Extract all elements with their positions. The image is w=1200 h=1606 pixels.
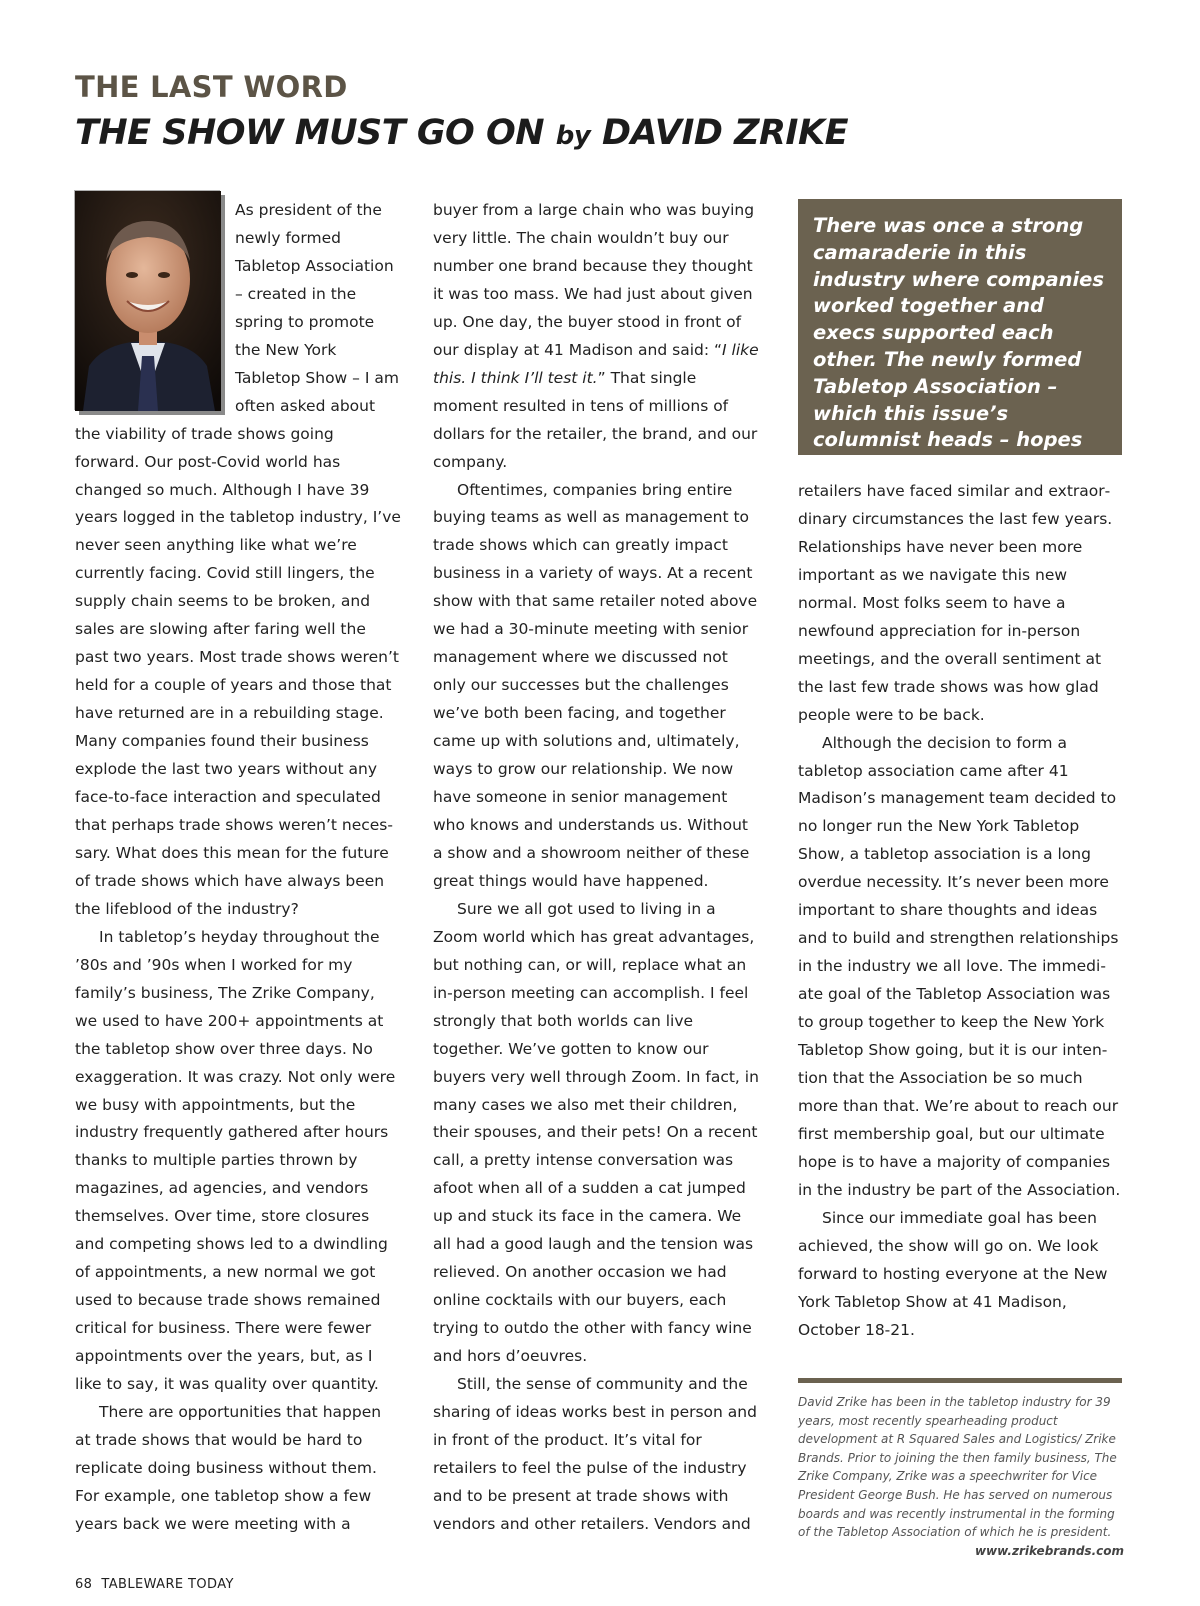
column-1 xyxy=(75,197,401,1539)
column-1-paragraph-2: In tabletop’s heyday throughout the ’80s and ’90s when I worked for my family’s business, The Zrike Company, we used to have 200+ appointments at the tabletop show over three days. No exaggeration. It was crazy. Not only were we busy with appointments, but the industry frequently gathered after hours thanks to multiple parties thrown by magazines, ad agencies, and vendors themselves. Over time, store closures and competing shows led to a dwindling of appointments, a new normal we got used to because trade shows remained critical for business. There were fewer appointments over the years, but, as I like to say, it was quality over quantity. xyxy=(75,927,396,1394)
page-number: 68 xyxy=(75,1577,93,1592)
author-portrait-icon xyxy=(75,191,221,411)
publication-name: TABLEWARE TODAY xyxy=(101,1577,234,1592)
column-3 xyxy=(798,478,1124,1345)
page-footer xyxy=(75,1577,234,1592)
column-2-paragraph-4: Still, the sense of community and the sharing of ideas works best in person and in front of the product. It’s vital for retailers to feel the pulse of the industry and to be present at trade shows with vendors and other retailers. Vendors and xyxy=(433,1375,757,1533)
section-title: THE LAST WORD xyxy=(75,70,348,104)
column-1-paragraph-3: There are opportunities that happen at trade shows that would be hard to replicate doing business without them. For example, one tabletop show a few years back we were meeting with a xyxy=(75,1402,382,1533)
column-2-paragraph-1-end: ” That single moment resulted in tens of millions of dollars for the retailer, the brand, and our company. xyxy=(433,368,758,471)
column-2-paragraph-2: Oftentimes, companies bring entire buying teams as well as management to trade shows which can greatly impact business in a variety of ways. At a recent show with that same retailer noted above we had a 30-minute meeting with senior management where we discussed not only our successes but the challenges we’ve both been facing, and together came up with solutions and, ultimately, ways to grow our relationship. We now have someone in senior management who knows and understands us. Without a show and a showroom neither of these great things would have happened. xyxy=(433,480,758,890)
column-2-paragraph-3: Sure we all got used to living in a Zoom world which has great advantages, but nothing can, or will, replace what an in-person meeting can accomplish. I feel strongly that both worlds can live together. We’ve gotten to know our buyers very well through Zoom. In fact, in many cases we also met their children, their spouses, and their pets! On a recent call, a pretty intense conversation was afoot when all of a sudden a cat jumped up and stuck its face in the camera. We all had a good laugh and the tension was relieved. On another occasion we had online cocktails with our buyers, each trying to outdo the other with fancy wine and hors d’oeuvres. xyxy=(433,899,759,1366)
column-3-paragraph-3: Since our immediate goal has been achieved, the show will go on. We look forward to hosting everyone at the New York Tabletop Show at 41 Madison, October 18-21. xyxy=(798,1208,1108,1339)
headline xyxy=(75,113,848,153)
column-2 xyxy=(433,197,759,1539)
author-website-link[interactable]: www.zrikebrands.com xyxy=(974,1543,1124,1558)
column-3-paragraph-2: Although the decision to form a tabletop association came after 41 Madison’s management team decided to no longer run the New York Tabletop Show, a tabletop association is a long overdue necessity. It’s never been more important to share thoughts and ideas and to build and strengthen relationships in the industry we all love. The immediate goal of the Tabletop Association was to group together to keep the New York Tabletop Show going, but it is our intention that the Association be so much more than that. We’re about to reach our first membership goal, but our ultimate hope is to have a majority of companies in the industry be part of the Association. xyxy=(798,733,1121,1199)
column-1-paragraph-1: As president of the newly formed Tabletop Association – created in the spring to promote the New York Tabletop Show – I am often asked about the viability of trade shows going forward. Our post-Covid world has changed so much. Although I have 39 years logged in the tabletop industry, I’ve never seen anything like what we’re currently facing. Covid still lingers, the supply chain seems to be broken, and sales are slowing after faring well the past two years. Most trade shows weren’t held for a couple of years and those that have returned are in a rebuilding stage. Many companies found their business explode the last two years without any face-to-face interaction and speculated that perhaps trade shows weren’t necessary. What does this mean for the future of trade shows which have always been the lifeblood of the industry? xyxy=(75,201,401,918)
bio-divider xyxy=(798,1378,1122,1383)
column-2-paragraph-1 xyxy=(433,197,759,477)
author-bio-text: David Zrike has been in the tabletop industry for 39 years, most recently spearheading product development at R Squared Sales and Logistics/ Zrike Brands. Prior to joining the then family business, The Zrike Company, Zrike was a speechwriter for Vice President George Bush. He has served on numerous boards and was recently instrumental in the forming of the Tabletop Association of which he is president. xyxy=(798,1395,1117,1540)
pull-quote: There was once a strong camaraderie in this industry where companies worked together and execs supported each other. The newly formed Tabletop Association – which this issue’s columnist heads – hopes to bring that kinship back. xyxy=(798,199,1122,455)
headline-title: THE SHOW MUST GO ON xyxy=(75,113,545,153)
column-3-paragraph-1: retailers have faced similar and extraordinary circumstances the last few years. Relationships have never been more important as we navigate this new normal. Most folks seem to have a newfound appreciation for in-person meetings, and the overall sentiment at the last few trade shows was how glad people were to be back. xyxy=(798,482,1113,724)
headline-by: by xyxy=(555,121,591,151)
column-2-paragraph-1-start: buyer from a large chain who was buying very little. The chain wouldn’t buy our number one brand because they thought it was too mass. We had just about given up. One day, the buyer stood in front of our display at 41 Madison and said: “ xyxy=(433,201,755,359)
author-bio xyxy=(798,1393,1124,1560)
headline-author: DAVID ZRIKE xyxy=(601,113,848,153)
column-2-quote: I like this. I think I’ll test it. xyxy=(433,340,759,387)
